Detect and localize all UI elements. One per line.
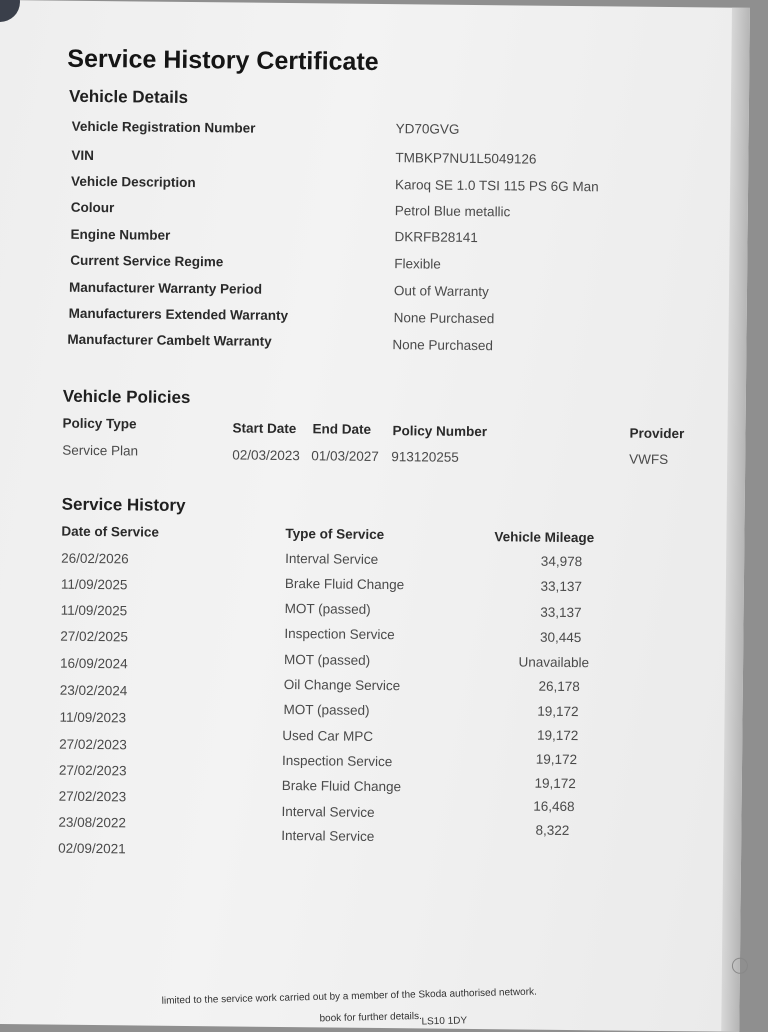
mileage-cell: 19,172	[535, 751, 578, 768]
footer-line-2: book for further details.	[319, 1010, 422, 1025]
service-date-cell: 23/02/2024	[59, 682, 128, 699]
service-type-cell: Brake Fluid Change	[284, 576, 405, 593]
mileage-cell: 34,978	[540, 553, 583, 570]
policy-end-cell: 01/03/2027	[311, 448, 379, 464]
service-type-cell: MOT (passed)	[284, 601, 371, 617]
policy-provider-cell: VWFS	[629, 451, 669, 468]
vehicle-details-heading: Vehicle Details	[68, 86, 189, 107]
column-header-mileage: Vehicle Mileage	[494, 529, 595, 546]
detail-label: Manufacturer Cambelt Warranty	[67, 331, 272, 349]
page-edge	[721, 8, 750, 1032]
mileage-cell: 19,172	[536, 727, 579, 744]
detail-value: Petrol Blue metallic	[394, 203, 511, 220]
service-date-cell: 11/09/2025	[60, 576, 128, 593]
service-date-cell: 23/08/2022	[58, 814, 127, 831]
mileage-cell: 30,445	[539, 629, 582, 646]
footer-line-3: LS10 1DY	[421, 1015, 468, 1028]
mileage-cell: 19,172	[534, 775, 576, 792]
column-header-provider: Provider	[629, 425, 685, 442]
service-type-cell: Inspection Service	[284, 626, 395, 643]
service-date-cell: 16/09/2024	[59, 655, 128, 672]
detail-value: None Purchased	[393, 310, 495, 327]
corner-shadow	[0, 0, 20, 22]
service-type-cell: Interval Service	[281, 803, 375, 820]
service-date-cell: 26/02/2026	[61, 550, 129, 567]
detail-value: Flexible	[394, 256, 441, 272]
mileage-cell: 33,137	[540, 578, 582, 595]
page-title: Service History Certificate	[67, 44, 379, 76]
footer-line-1: limited to the service work carried out by a member of the Skoda authorised network.	[161, 986, 537, 1007]
vehicle-policies-heading: Vehicle Policies	[62, 386, 191, 408]
service-type-cell: MOT (passed)	[283, 702, 370, 718]
mileage-cell: 26,178	[538, 678, 580, 695]
column-header-end-date: End Date	[312, 421, 372, 437]
service-date-cell: 27/02/2025	[60, 628, 128, 645]
detail-value: DKRFB28141	[394, 229, 478, 246]
detail-label: Manufacturers Extended Warranty	[68, 305, 289, 324]
service-history-heading: Service History	[61, 494, 186, 515]
detail-label: Vehicle Description	[71, 173, 196, 191]
detail-value: None Purchased	[392, 337, 494, 354]
mileage-cell: Unavailable	[518, 654, 590, 671]
service-date-cell: 27/02/2023	[59, 736, 127, 753]
service-date-cell: 02/09/2021	[58, 840, 126, 857]
policy-type-cell: Service Plan	[62, 442, 139, 459]
service-type-cell: Interval Service	[285, 551, 379, 567]
detail-value: YD70GVG	[395, 121, 460, 137]
service-type-cell: Interval Service	[281, 827, 375, 844]
service-type-cell: Oil Change Service	[283, 677, 401, 694]
policy-start-cell: 02/03/2023	[232, 447, 300, 464]
column-header-type: Type of Service	[285, 526, 385, 543]
detail-label: Engine Number	[70, 226, 171, 243]
service-date-cell: 27/02/2023	[58, 788, 127, 805]
mileage-cell: 8,322	[535, 822, 570, 839]
service-date-cell: 11/09/2023	[59, 709, 127, 726]
mileage-cell: 19,172	[537, 703, 579, 720]
service-type-cell: Inspection Service	[281, 752, 393, 770]
service-type-cell: Used Car MPC	[282, 727, 374, 744]
column-header-policy-type: Policy Type	[62, 415, 137, 432]
detail-label: Manufacturer Warranty Period	[68, 279, 263, 297]
detail-label: Current Service Regime	[70, 252, 224, 270]
page-curl-mark	[732, 958, 748, 974]
column-header-policy-number: Policy Number	[392, 423, 488, 440]
detail-label: Colour	[70, 199, 115, 216]
policy-number-cell: 913120255	[391, 449, 459, 465]
detail-value: TMBKP7NU1L5049126	[395, 150, 537, 167]
detail-value: Karoq SE 1.0 TSI 115 PS 6G Man	[395, 177, 599, 195]
column-header-date: Date of Service	[61, 523, 160, 540]
detail-label: VIN	[71, 147, 94, 163]
column-header-start-date: Start Date	[232, 420, 297, 437]
service-type-cell: MOT (passed)	[284, 652, 371, 668]
mileage-cell: 16,468	[533, 798, 575, 815]
mileage-cell: 33,137	[540, 604, 582, 621]
service-date-cell: 27/02/2023	[58, 762, 127, 779]
detail-label: Vehicle Registration Number	[71, 118, 256, 136]
service-date-cell: 11/09/2025	[60, 602, 128, 619]
detail-value: Out of Warranty	[393, 283, 489, 300]
service-type-cell: Brake Fluid Change	[281, 777, 402, 795]
